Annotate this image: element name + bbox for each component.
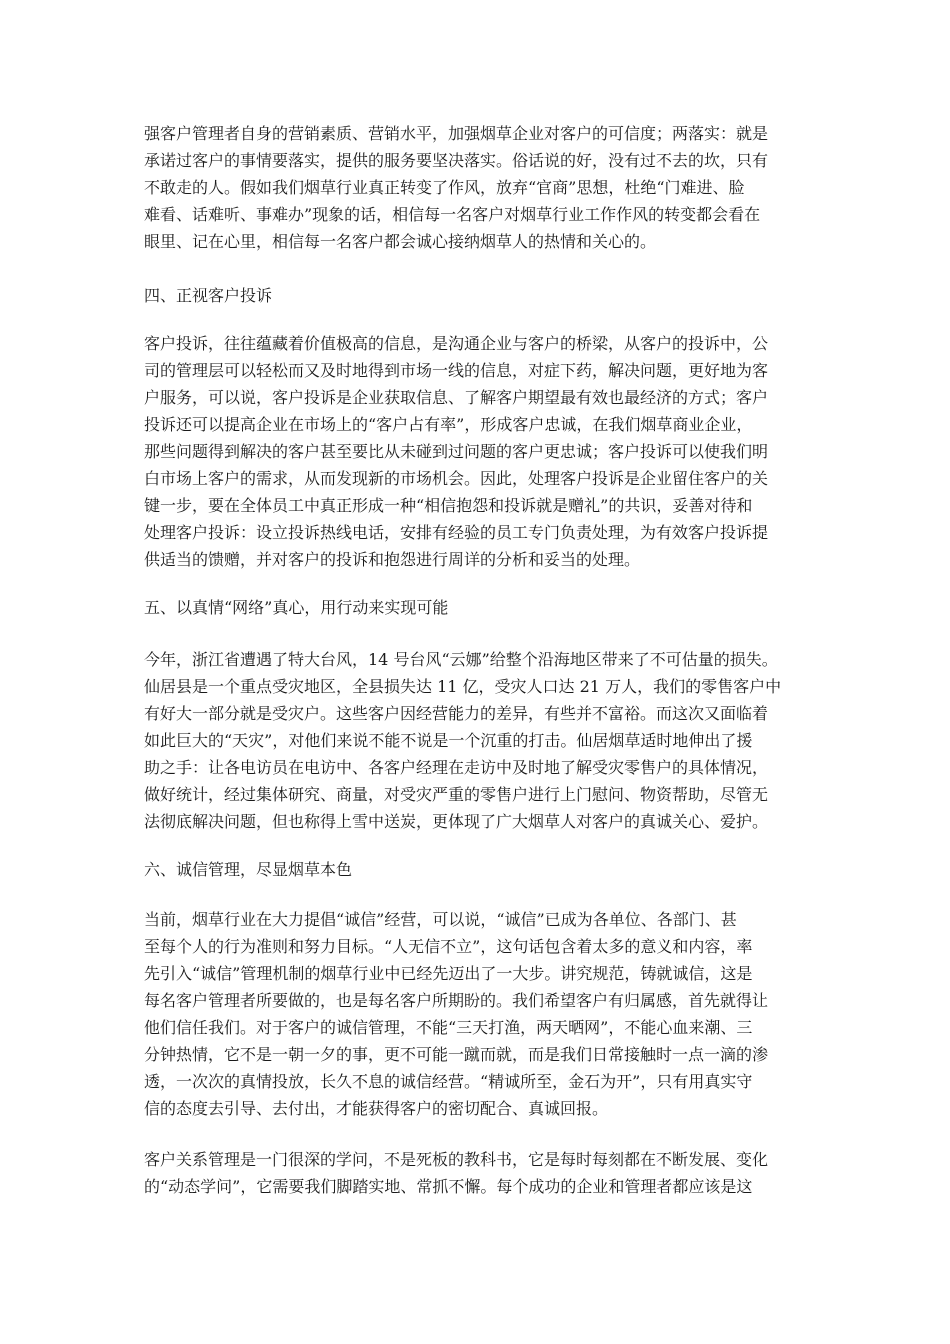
section-heading: 四、正视客户投诉 <box>144 286 273 305</box>
paragraph-line: 白市场上客户的需求，从而发现新的市场机会。因此，处理客户投诉是企业留住客户的关 <box>144 469 769 488</box>
paragraph-line: 户服务，可以说，客户投诉是企业获取信息、了解客户期望最有效也最经济的方式；客户 <box>144 388 769 407</box>
paragraph-line: 承诺过客户的事情要落实，提供的服务要坚决落实。俗话说的好，没有过不去的坎，只有 <box>144 151 769 170</box>
paragraph-line: 今年，浙江省遭遇了特大台风，14 号台风“云娜”给整个沿海地区带来了不可估量的损失。 <box>144 650 778 669</box>
paragraph-line: 司的管理层可以轻松而又及时地得到市场一线的信息，对症下药，解决问题，更好地为客 <box>144 361 769 380</box>
paragraph-line: 先引入“诚信”管理机制的烟草行业中已经先迈出了一大步。讲究规范，铸就诚信，这是 <box>144 964 753 983</box>
paragraph-line: 信的态度去引导、去付出，才能获得客户的密切配合、真诚回报。 <box>144 1099 609 1118</box>
paragraph-line: 有好大一部分就是受灾户。这些客户因经营能力的差异，有些并不富裕。而这次又面临着 <box>144 704 769 723</box>
paragraph-line: 眼里、记在心里，相信每一名客户都会诚心接纳烟草人的热情和关心的。 <box>144 232 657 251</box>
paragraph-line: 键一步，要在全体员工中真正形成一种“相信抱怨和投诉就是赠礼”的共识，妥善对待和 <box>144 496 753 515</box>
section-heading: 六、诚信管理，尽显烟草本色 <box>144 860 353 879</box>
paragraph-line: 不敢走的人。假如我们烟草行业真正转变了作风，放弃“官商”思想，杜绝“门难进、脸 <box>144 178 745 197</box>
paragraph-line: 透，一次次的真情投放，长久不息的诚信经营。“精诚所至，金石为开”，只有用真实守 <box>144 1072 753 1091</box>
paragraph-line: 供适当的馈赠，并对客户的投诉和抱怨进行周详的分析和妥当的处理。 <box>144 550 641 569</box>
paragraph-line: 那些问题得到解决的客户甚至要比从未碰到过问题的客户更忠诚；客户投诉可以使我们明 <box>144 442 769 461</box>
paragraph-line: 仙居县是一个重点受灾地区，全县损失达 11 亿，受灾人口达 21 万人，我们的零售客户中 <box>144 677 782 696</box>
paragraph-line: 至每个人的行为准则和努力目标。“人无信不立”，这句话包含着太多的意义和内容，率 <box>144 937 753 956</box>
paragraph-line: 分钟热情，它不是一朝一夕的事，更不可能一蹴而就，而是我们日常接触时一点一滴的渗 <box>144 1045 769 1064</box>
paragraph-line: 他们信任我们。对于客户的诚信管理，不能“三天打渔，两天晒网”，不能心血来潮、三 <box>144 1018 753 1037</box>
paragraph-line: 当前，烟草行业在大力提倡“诚信”经营，可以说，“诚信”已成为各单位、各部门、甚 <box>144 910 737 929</box>
paragraph-line: 客户投诉，往往蕴藏着价值极高的信息，是沟通企业与客户的桥梁，从客户的投诉中，公 <box>144 334 769 353</box>
paragraph-line: 难看、话难听、事难办”现象的话，相信每一名客户对烟草行业工作作风的转变都会看在 <box>144 205 761 224</box>
paragraph-line: 法彻底解决问题，但也称得上雪中送炭，更体现了广大烟草人对客户的真诚关心、爱护。 <box>144 812 769 831</box>
paragraph-line: 投诉还可以提高企业在市场上的“客户占有率”，形成客户忠诚，在我们烟草商业企业， <box>144 415 753 434</box>
paragraph-line: 做好统计，经过集体研究、商量，对受灾严重的零售户进行上门慰问、物资帮助，尽管无 <box>144 785 769 804</box>
paragraph-line: 处理客户投诉：设立投诉热线电话，安排有经验的员工专门负责处理，为有效客户投诉提 <box>144 523 769 542</box>
paragraph-line: 每名客户管理者所要做的，也是每名客户所期盼的。我们希望客户有归属感，首先就得让 <box>144 991 769 1010</box>
paragraph-line: 客户关系管理是一门很深的学问，不是死板的教科书，它是每时每刻都在不断发展、变化 <box>144 1150 769 1169</box>
paragraph-line: 的“动态学问”，它需要我们脚踏实地、常抓不懈。每个成功的企业和管理者都应该是这 <box>144 1177 753 1196</box>
paragraph-line: 强客户管理者自身的营销素质、营销水平，加强烟草企业对客户的可信度；两落实：就是 <box>144 124 769 143</box>
paragraph-line: 如此巨大的“天灾”，对他们来说不能不说是一个沉重的打击。仙居烟草适时地伸出了援 <box>144 731 753 750</box>
section-heading: 五、以真情“网络”真心，用行动来实现可能 <box>144 598 449 617</box>
paragraph-line: 助之手：让各电访员在电访中、各客户经理在走访中及时地了解受灾零售户的具体情况， <box>144 758 769 777</box>
